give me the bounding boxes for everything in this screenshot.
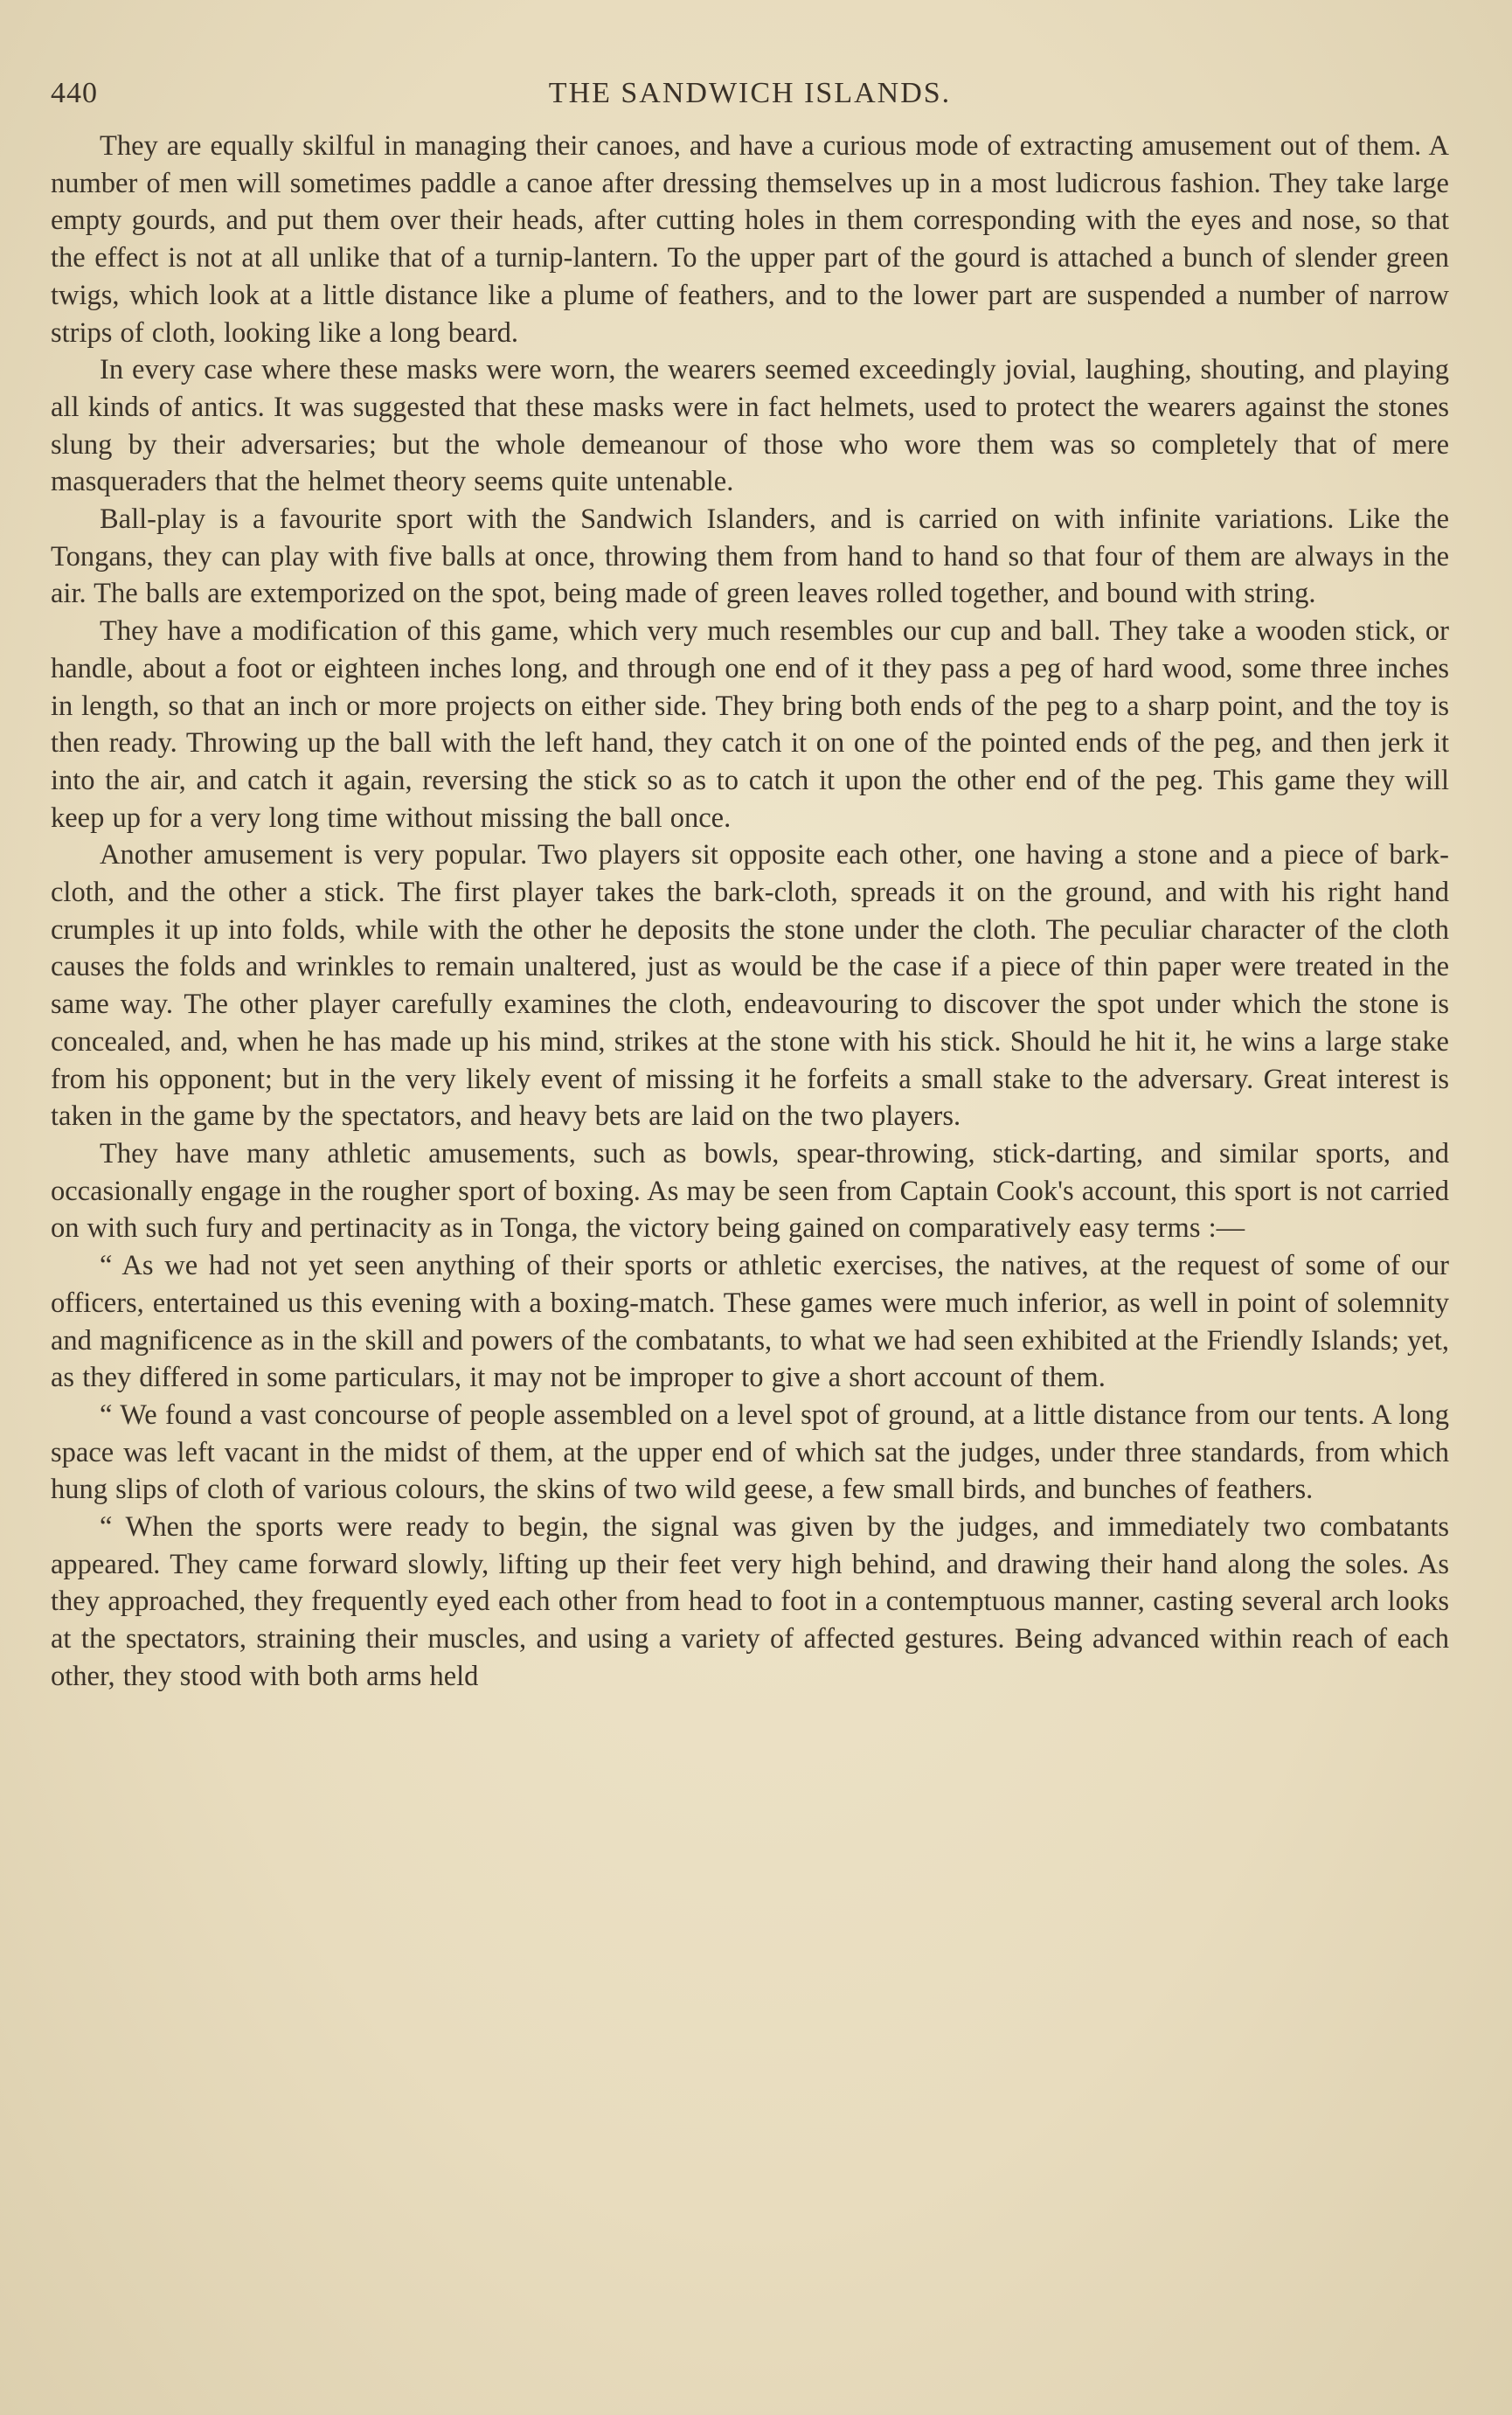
running-title: THE SANDWICH ISLANDS. bbox=[548, 77, 952, 109]
paragraph-stone-game: Another amusement is very popular. Two players sit opposite each other, one having a stone and a piece of bark-cloth, and the other a stick. The first player takes the bark-cloth, spreads it on the ground, and with his right hand crumples it up into folds, while with the other he deposits the stone under the cloth. The peculiar character of the cloth causes the folds and wrinkles to remain unaltered, just as would be the case if a piece of thin paper were treated in the same way. The other player carefully examines the cloth, endeavouring to discover the spot under which the stone is concealed, and, when he has made up his mind, strikes at the stone with his stick. Should he hit it, he wins a large stake from his opponent; but in the very likely event of missing it he forfeits a small stake to the adversary. Great interest is taken in the game by the spectators, and heavy bets are laid on the two players. bbox=[51, 839, 1449, 1133]
running-head bbox=[51, 70, 1449, 122]
paragraph-athletic-amusements: They have many athletic amusements, such as bowls, spear-throwing, stick-darting, and similar sports, and occasionally engage in the rougher sport of boxing. As may be seen from Captain Cook's account, this sport is not carried on with such fury and pertinacity as in Tonga, the victory being gained on comparatively easy terms :— bbox=[51, 1137, 1449, 1245]
book-page bbox=[51, 70, 1449, 1696]
paragraph-quote-concourse: “ We found a vast concourse of people assembled on a level spot of ground, at a little distance from our tents. A long space was left vacant in the midst of them, at the upper end of which sat the judges, under three standards, from which hung slips of cloth of various colours, the skins of two wild geese, a few small birds, and bunches of feathers. bbox=[51, 1398, 1449, 1506]
paragraph-quote-combatants: “ When the sports were ready to begin, the signal was given by the judges, and immediately two combatants appeared. They came forward slowly, lifting up their feet very high behind, and drawing their hand along the soles. As they approached, they frequently eyed each other from head to foot in a contemptuous manner, casting several arch looks at the spectators, straining their muscles, and using a variety of affected gestures. Being advanced within reach of each other, they stood with both arms held bbox=[51, 1511, 1449, 1692]
paragraph-masks-helmets: In every case where these masks were worn, the wearers seemed exceedingly jovial, laughing, shouting, and playing all kinds of antics. It was suggested that these masks were in fact helmets, used to protect the wearers against the stones slung by their adversaries; but the whole demeanour of those who wore them was so completely that of mere masqueraders that the helmet theory seems quite untenable. bbox=[51, 354, 1449, 498]
paragraph-canoe-masks: They are equally skilful in managing their canoes, and have a curious mode of extracting amusement out of them. A number of men will sometimes paddle a canoe after dressing themselves up in a most ludicrous fashion. They take large empty gourds, and put them over their heads, after cutting holes in them corresponding with the eyes and nose, so that the effect is not at all unlike that of a turnip-lantern. To the upper part of the gourd is attached a bunch of slender green twigs, which look at a little distance like a plume of feathers, and to the lower part are suspended a number of narrow strips of cloth, looking like a long beard. bbox=[51, 130, 1449, 349]
body-text bbox=[51, 128, 1449, 1696]
paragraph-quote-boxing-match: “ As we had not yet seen anything of their sports or athletic exercises, the natives, at the request of some of our officers, entertained us this evening with a boxing-match. These games were much inferior, as well in point of solemnity and magnificence as in the skill and powers of the combatants, to what we had seen exhibited at the Friendly Islands; yet, as they differed in some particulars, it may not be improper to give a short account of them. bbox=[51, 1250, 1449, 1394]
paragraph-cup-and-ball: They have a modification of this game, which very much resembles our cup and ball. They take a wooden stick, or handle, about a foot or eighteen inches long, and through one end of it they pass a peg of hard wood, some three inches in length, so that an inch or more projects on either side. They bring both ends of the peg to a sharp point, and the toy is then ready. Throwing up the ball with the left hand, they catch it on one of the pointed ends of the peg, and then jerk it into the air, and catch it again, reversing the stick so as to catch it upon the other end of the peg. This game they will keep up for a very long time without missing the ball once. bbox=[51, 615, 1449, 834]
page-number: 440 bbox=[51, 77, 98, 109]
paragraph-ball-play: Ball-play is a favourite sport with the Sandwich Islanders, and is carried on with infinite variations. Like the Tongans, they can play with five balls at once, throwing them from hand to hand so that four of them are always in the air. The balls are extemporized on the spot, being made of green leaves rolled together, and bound with string. bbox=[51, 503, 1449, 610]
